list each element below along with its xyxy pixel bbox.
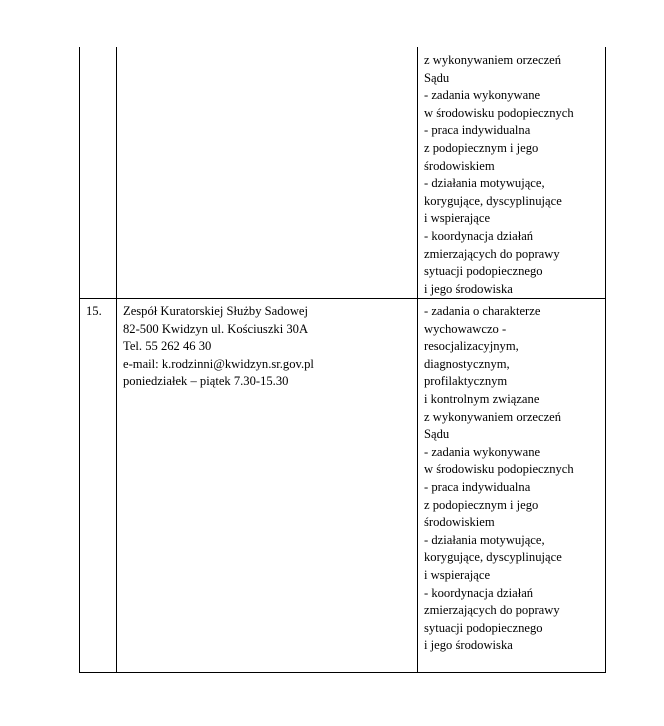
task-line: - zadania wykonywane [424, 88, 541, 103]
task-line: - działania motywujące, [424, 176, 545, 191]
task-line: z podopiecznym i jego [424, 497, 539, 512]
task-line: - zadania o charakterze [424, 304, 541, 318]
task-line: - koordynacja działań [424, 228, 534, 243]
row-number [86, 303, 102, 321]
task-line: i jego środowiska [424, 281, 513, 296]
task-line: i wspierające [424, 211, 491, 226]
institution-hours: poniedziałek – piątek 7.30-15.30 [123, 374, 289, 389]
task-line: w środowisku podopiecznych [424, 462, 574, 477]
task-line: z wykonywaniem orzeczeń [424, 53, 562, 67]
document-table [79, 47, 606, 673]
task-line: środowiskiem [424, 515, 495, 530]
table-border-right [605, 47, 606, 673]
task-line: z podopiecznym i jego [424, 140, 539, 155]
task-line: i wspierające [424, 567, 491, 582]
task-line: - praca indywidualna [424, 479, 531, 494]
task-line: korygujące, dyscyplinujące [424, 550, 562, 565]
row-number-value: 15. [86, 304, 102, 318]
table-border-bottom [79, 672, 606, 673]
task-line: - koordynacja działań [424, 585, 534, 600]
task-line: wychowawczo - [424, 321, 507, 336]
column-divider-number [116, 47, 117, 673]
task-line: zmierzających do poprawy [424, 603, 560, 618]
task-line: sytuacji podopiecznego [424, 264, 543, 279]
task-line: środowiskiem [424, 158, 495, 173]
column-divider-institution [417, 47, 418, 673]
institution-details [123, 303, 314, 391]
institution-phone: Tel. 55 262 46 30 [123, 339, 212, 354]
task-line: zmierzających do poprawy [424, 246, 560, 261]
task-line: Sądu [424, 427, 450, 442]
task-line: i jego środowiska [424, 638, 513, 653]
task-line: i kontrolnym związane [424, 391, 540, 406]
task-line: - zadania wykonywane [424, 444, 541, 459]
task-line: - praca indywidualna [424, 123, 531, 138]
table-row-tasks [424, 303, 574, 655]
table-row-continuation-tasks [424, 52, 574, 298]
task-line: - działania motywujące, [424, 532, 545, 547]
task-line: resocjalizacyjnym, [424, 339, 519, 354]
task-line: z wykonywaniem orzeczeń [424, 409, 562, 424]
task-line: korygujące, dyscyplinujące [424, 193, 562, 208]
institution-address: 82-500 Kwidzyn ul. Kościuszki 30A [123, 321, 309, 336]
institution-email: e-mail: k.rodzinni@kwidzyn.sr.gov.pl [123, 356, 314, 371]
table-border-left [79, 47, 80, 673]
institution-name: Zespół Kuratorskiej Służby Sadowej [123, 304, 309, 318]
task-line: Sądu [424, 70, 450, 85]
task-line: diagnostycznym, [424, 356, 510, 371]
task-line: profilaktycznym [424, 374, 508, 389]
task-line: sytuacji podopiecznego [424, 620, 543, 635]
task-line: w środowisku podopiecznych [424, 105, 574, 120]
